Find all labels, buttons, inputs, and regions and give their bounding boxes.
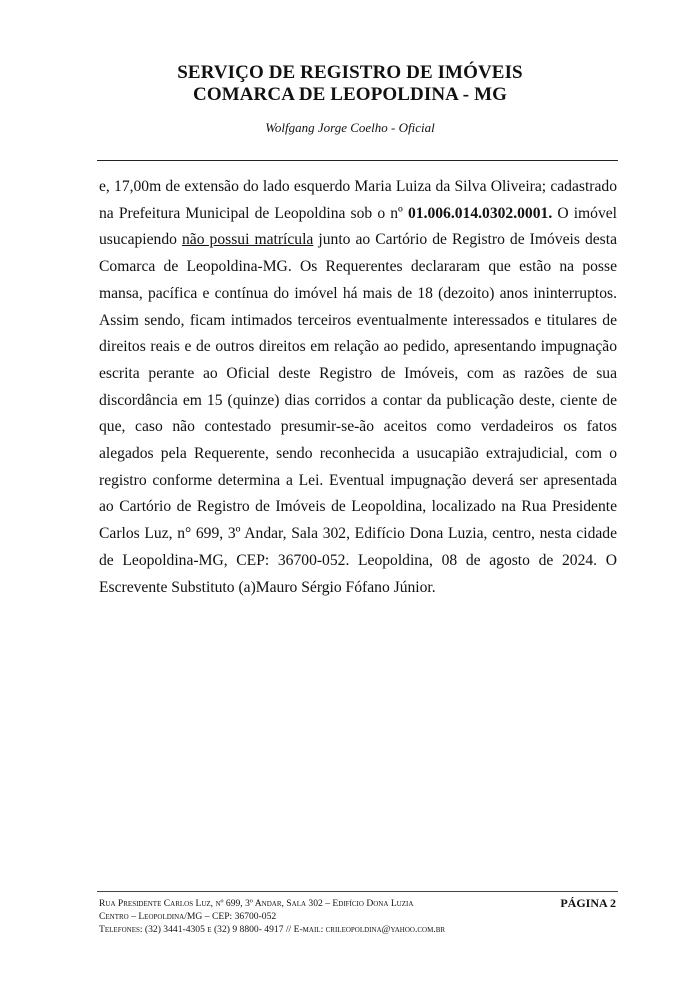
notice-text-part2: O imóvel usucapiendo [99, 204, 617, 249]
footer-address: Rua Presidente Carlos Luz, nº 699, 3º Andar, Sala 302 – Edifício Dona Luzia [99, 898, 414, 909]
registry-title: SERVIÇO DE REGISTRO DE IMÓVEIS [177, 62, 523, 83]
footer-divider [97, 891, 618, 892]
notice-body [99, 174, 617, 601]
official-name: Wolfgang Jorge Coelho - Oficial [265, 120, 435, 135]
registration-number: 01.006.014.0302.0001. [407, 204, 553, 222]
page-number: PÁGINA 2 [560, 896, 616, 910]
footer-city: Centro – Leopoldina/MG – CEP: 36700-052 [99, 910, 277, 922]
notice-text-part3: junto ao Cartório de Registro de Imóveis desta Comarca de Leopoldina-MG. Os Requerentes declararam que estão na posse mansa, pacífica e contínua do imóvel há mais de 18 (dezoito) anos ininterruptos. Assim sendo, ficam intimados terceiros eventualmente interessados e titulares de direitos reais e de outros direitos em relação ao pedido, apresentando impugnação escrita perante ao Oficial deste Registro de Imóveis, com as razões de sua discordância em 15 (quinze) dias corridos a contar da publicação deste, ciente de que, caso não contestado presumir-se-ão aceitos como verdadeiros os fatos alegados pela Requerente, sendo reconhecida a usucapião extrajudicial, com o registro conforme determina a Lei. Eventual impugnação deverá ser apresentada ao Cartório de Registro de Imóveis de Leopoldina, localizado na Rua Presidente Carlos Luz, n° 699, 3º Andar, Sala 302, Edifício Dona Luzia, centro, nesta cidade de Leopoldina-MG, CEP: 36700-052. Leopoldina, 08 de agosto de 2024. O Escrevente Substituto (a)Mauro Sérgio Fófano Júnior. [99, 231, 617, 596]
header-divider [97, 160, 618, 161]
document-header [0, 62, 700, 136]
footer-contact: Telefones: (32) 3441-4305 e (32) 9 8800- 4917 // E-mail: crileopoldina@yahoo.com.br [99, 923, 446, 935]
notice-text-part1: e, 17,00m de extensão do lado esquerdo Maria Luiza da Silva Oliveira; cadastrado na Prefeitura Municipal de Leopoldina sob o nº [99, 178, 617, 222]
county-title: COMARCA DE LEOPOLDINA - MG [193, 84, 507, 105]
document-footer [99, 898, 617, 936]
no-registration-note: não possui matrícula [182, 231, 314, 249]
